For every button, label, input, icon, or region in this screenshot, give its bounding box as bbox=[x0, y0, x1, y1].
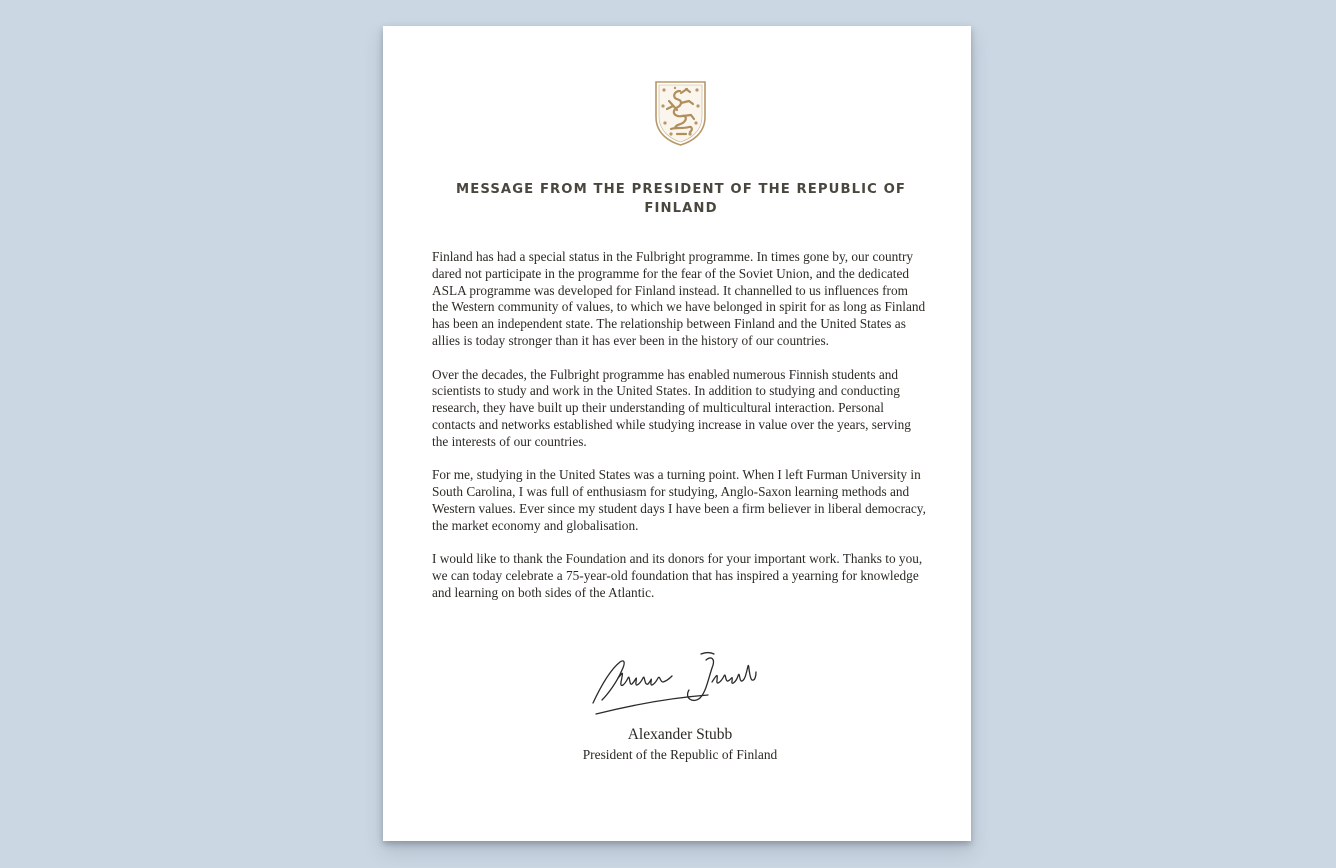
signature-image bbox=[588, 648, 773, 718]
signer-title: President of the Republic of Finland bbox=[582, 747, 778, 762]
paragraph: Over the decades, the Fulbright programme has enabled numerous Finnish students and scientists to study and work in the United States. In addition to studying and conducting research, they have built up their understanding of multicultural interaction. Personal contacts and networks established while studying increase in value over the years, serving the interests of our countries. bbox=[432, 366, 911, 449]
letter-body bbox=[432, 249, 926, 619]
coat-of-arms-icon bbox=[653, 79, 708, 147]
letter-page bbox=[383, 26, 971, 841]
paragraph: I would like to thank the Foundation and its donors for your important work. Thanks to you, we can today celebrate a 75-year-old foundation that has inspired a yearning for knowledge and learning on both sides of the Atlantic. bbox=[432, 551, 923, 600]
letter-heading: MESSAGE FROM THE PRESIDENT OF THE REPUBLIC OF FINLAND bbox=[455, 182, 907, 216]
paragraph: For me, studying in the United States was a turning point. When I left Furman University in South Carolina, I was full of enthusiasm for studying, Anglo-Saxon learning methods and Western values. Ever since my student days I have been a firm believer in liberal democracy, the market economy and globalisation. bbox=[432, 467, 926, 533]
signer-name: Alexander Stubb bbox=[627, 726, 733, 743]
paragraph: Finland has had a special status in the Fulbright programme. In times gone by, our country dared not participate in the programme for the fear of the Soviet Union, and the dedicated ASLA programme was developed for Finland instead. It channelled to us influences from the Western community of values, to which we have belonged in spirit for as long as Finland has been an independent state. The relationship between Finland and the United States as allies is today stronger than it has ever been in the history of our countries. bbox=[432, 249, 926, 348]
